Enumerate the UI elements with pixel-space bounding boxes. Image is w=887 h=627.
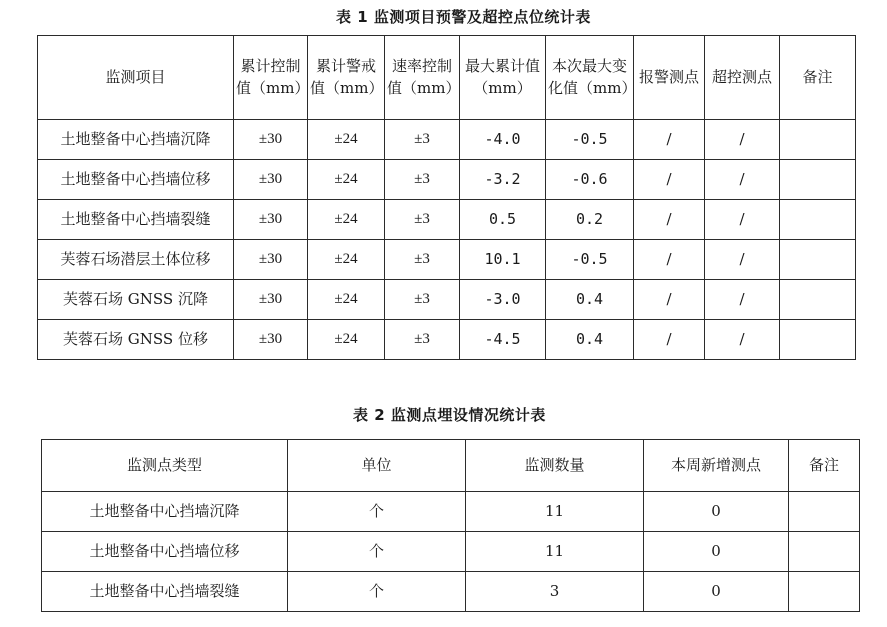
table2-header-row [42,440,860,492]
header-count: 监测数量 [466,440,644,492]
monitoring-points-table [41,439,860,612]
header-unit: 单位 [288,440,466,492]
cell-control: ±30 [234,240,308,280]
header-new-points: 本周新增测点 [644,440,789,492]
cell-warning: ±24 [308,320,385,360]
cell-max-cumulative: -4.0 [460,120,546,160]
cell-new-points: 0 [644,532,789,572]
cell-max-change: 0.4 [546,320,634,360]
cell-remarks [789,532,860,572]
cell-warning: ±24 [308,120,385,160]
cell-unit: 个 [288,532,466,572]
cell-alarm: / [634,280,705,320]
cell-max-cumulative: -4.5 [460,320,546,360]
header-point-type: 监测点类型 [42,440,288,492]
header-max-cumulative: 最大累计值（mm） [460,36,546,120]
cell-new-points: 0 [644,572,789,612]
cell-item: 芙蓉石场 GNSS 沉降 [38,280,234,320]
cell-point-type: 土地整备中心挡墙沉降 [42,492,288,532]
cell-unit: 个 [288,572,466,612]
cell-max-change: -0.5 [546,120,634,160]
header-monitoring-item: 监测项目 [38,36,234,120]
cell-remarks [789,492,860,532]
cell-item: 土地整备中心挡墙沉降 [38,120,234,160]
cell-count: 11 [466,492,644,532]
cell-remarks [780,120,856,160]
cell-remarks [780,160,856,200]
cell-warning: ±24 [308,240,385,280]
cell-over-control: / [705,200,780,240]
table-row [42,492,860,532]
cell-alarm: / [634,320,705,360]
cell-unit: 个 [288,492,466,532]
cell-rate: ±3 [385,120,460,160]
cell-max-cumulative: -3.2 [460,160,546,200]
cell-warning: ±24 [308,160,385,200]
cell-max-cumulative: 10.1 [460,240,546,280]
cell-alarm: / [634,120,705,160]
table2-caption: 表 2 监测点埋设情况统计表 [353,406,546,424]
cell-over-control: / [705,160,780,200]
cell-control: ±30 [234,320,308,360]
table-row [38,280,856,320]
cell-over-control: / [705,240,780,280]
header-cumulative-warning: 累计警戒值（mm） [308,36,385,120]
cell-rate: ±3 [385,200,460,240]
cell-warning: ±24 [308,200,385,240]
cell-over-control: / [705,280,780,320]
cell-alarm: / [634,160,705,200]
cell-remarks [789,572,860,612]
cell-rate: ±3 [385,160,460,200]
cell-rate: ±3 [385,240,460,280]
cell-item: 芙蓉石场潜层土体位移 [38,240,234,280]
header-alarm-points: 报警测点 [634,36,705,120]
cell-control: ±30 [234,200,308,240]
cell-control: ±30 [234,280,308,320]
cell-max-change: 0.4 [546,280,634,320]
cell-max-cumulative: 0.5 [460,200,546,240]
table-row [38,240,856,280]
table1-caption: 表 1 监测项目预警及超控点位统计表 [336,8,591,26]
cell-item: 土地整备中心挡墙裂缝 [38,200,234,240]
cell-remarks [780,280,856,320]
cell-item: 芙蓉石场 GNSS 位移 [38,320,234,360]
table1-header-row [38,36,856,120]
cell-point-type: 土地整备中心挡墙位移 [42,532,288,572]
header-rate-control: 速率控制值（mm） [385,36,460,120]
cell-over-control: / [705,120,780,160]
header-cumulative-control: 累计控制值（mm） [234,36,308,120]
cell-remarks [780,240,856,280]
cell-point-type: 土地整备中心挡墙裂缝 [42,572,288,612]
cell-max-change: -0.6 [546,160,634,200]
cell-rate: ±3 [385,280,460,320]
cell-remarks [780,200,856,240]
cell-warning: ±24 [308,280,385,320]
cell-control: ±30 [234,120,308,160]
cell-new-points: 0 [644,492,789,532]
table-row [38,160,856,200]
table-row [42,532,860,572]
table-row [38,200,856,240]
cell-max-cumulative: -3.0 [460,280,546,320]
monitoring-warning-table [37,35,856,360]
cell-alarm: / [634,200,705,240]
cell-max-change: -0.5 [546,240,634,280]
table-row [38,120,856,160]
cell-alarm: / [634,240,705,280]
header-remarks: 备注 [789,440,860,492]
cell-over-control: / [705,320,780,360]
table-row [42,572,860,612]
cell-count: 3 [466,572,644,612]
table-row [38,320,856,360]
header-remarks: 备注 [780,36,856,120]
cell-max-change: 0.2 [546,200,634,240]
header-max-change: 本次最大变化值（mm） [546,36,634,120]
cell-remarks [780,320,856,360]
cell-rate: ±3 [385,320,460,360]
header-over-control-points: 超控测点 [705,36,780,120]
cell-control: ±30 [234,160,308,200]
cell-count: 11 [466,532,644,572]
cell-item: 土地整备中心挡墙位移 [38,160,234,200]
